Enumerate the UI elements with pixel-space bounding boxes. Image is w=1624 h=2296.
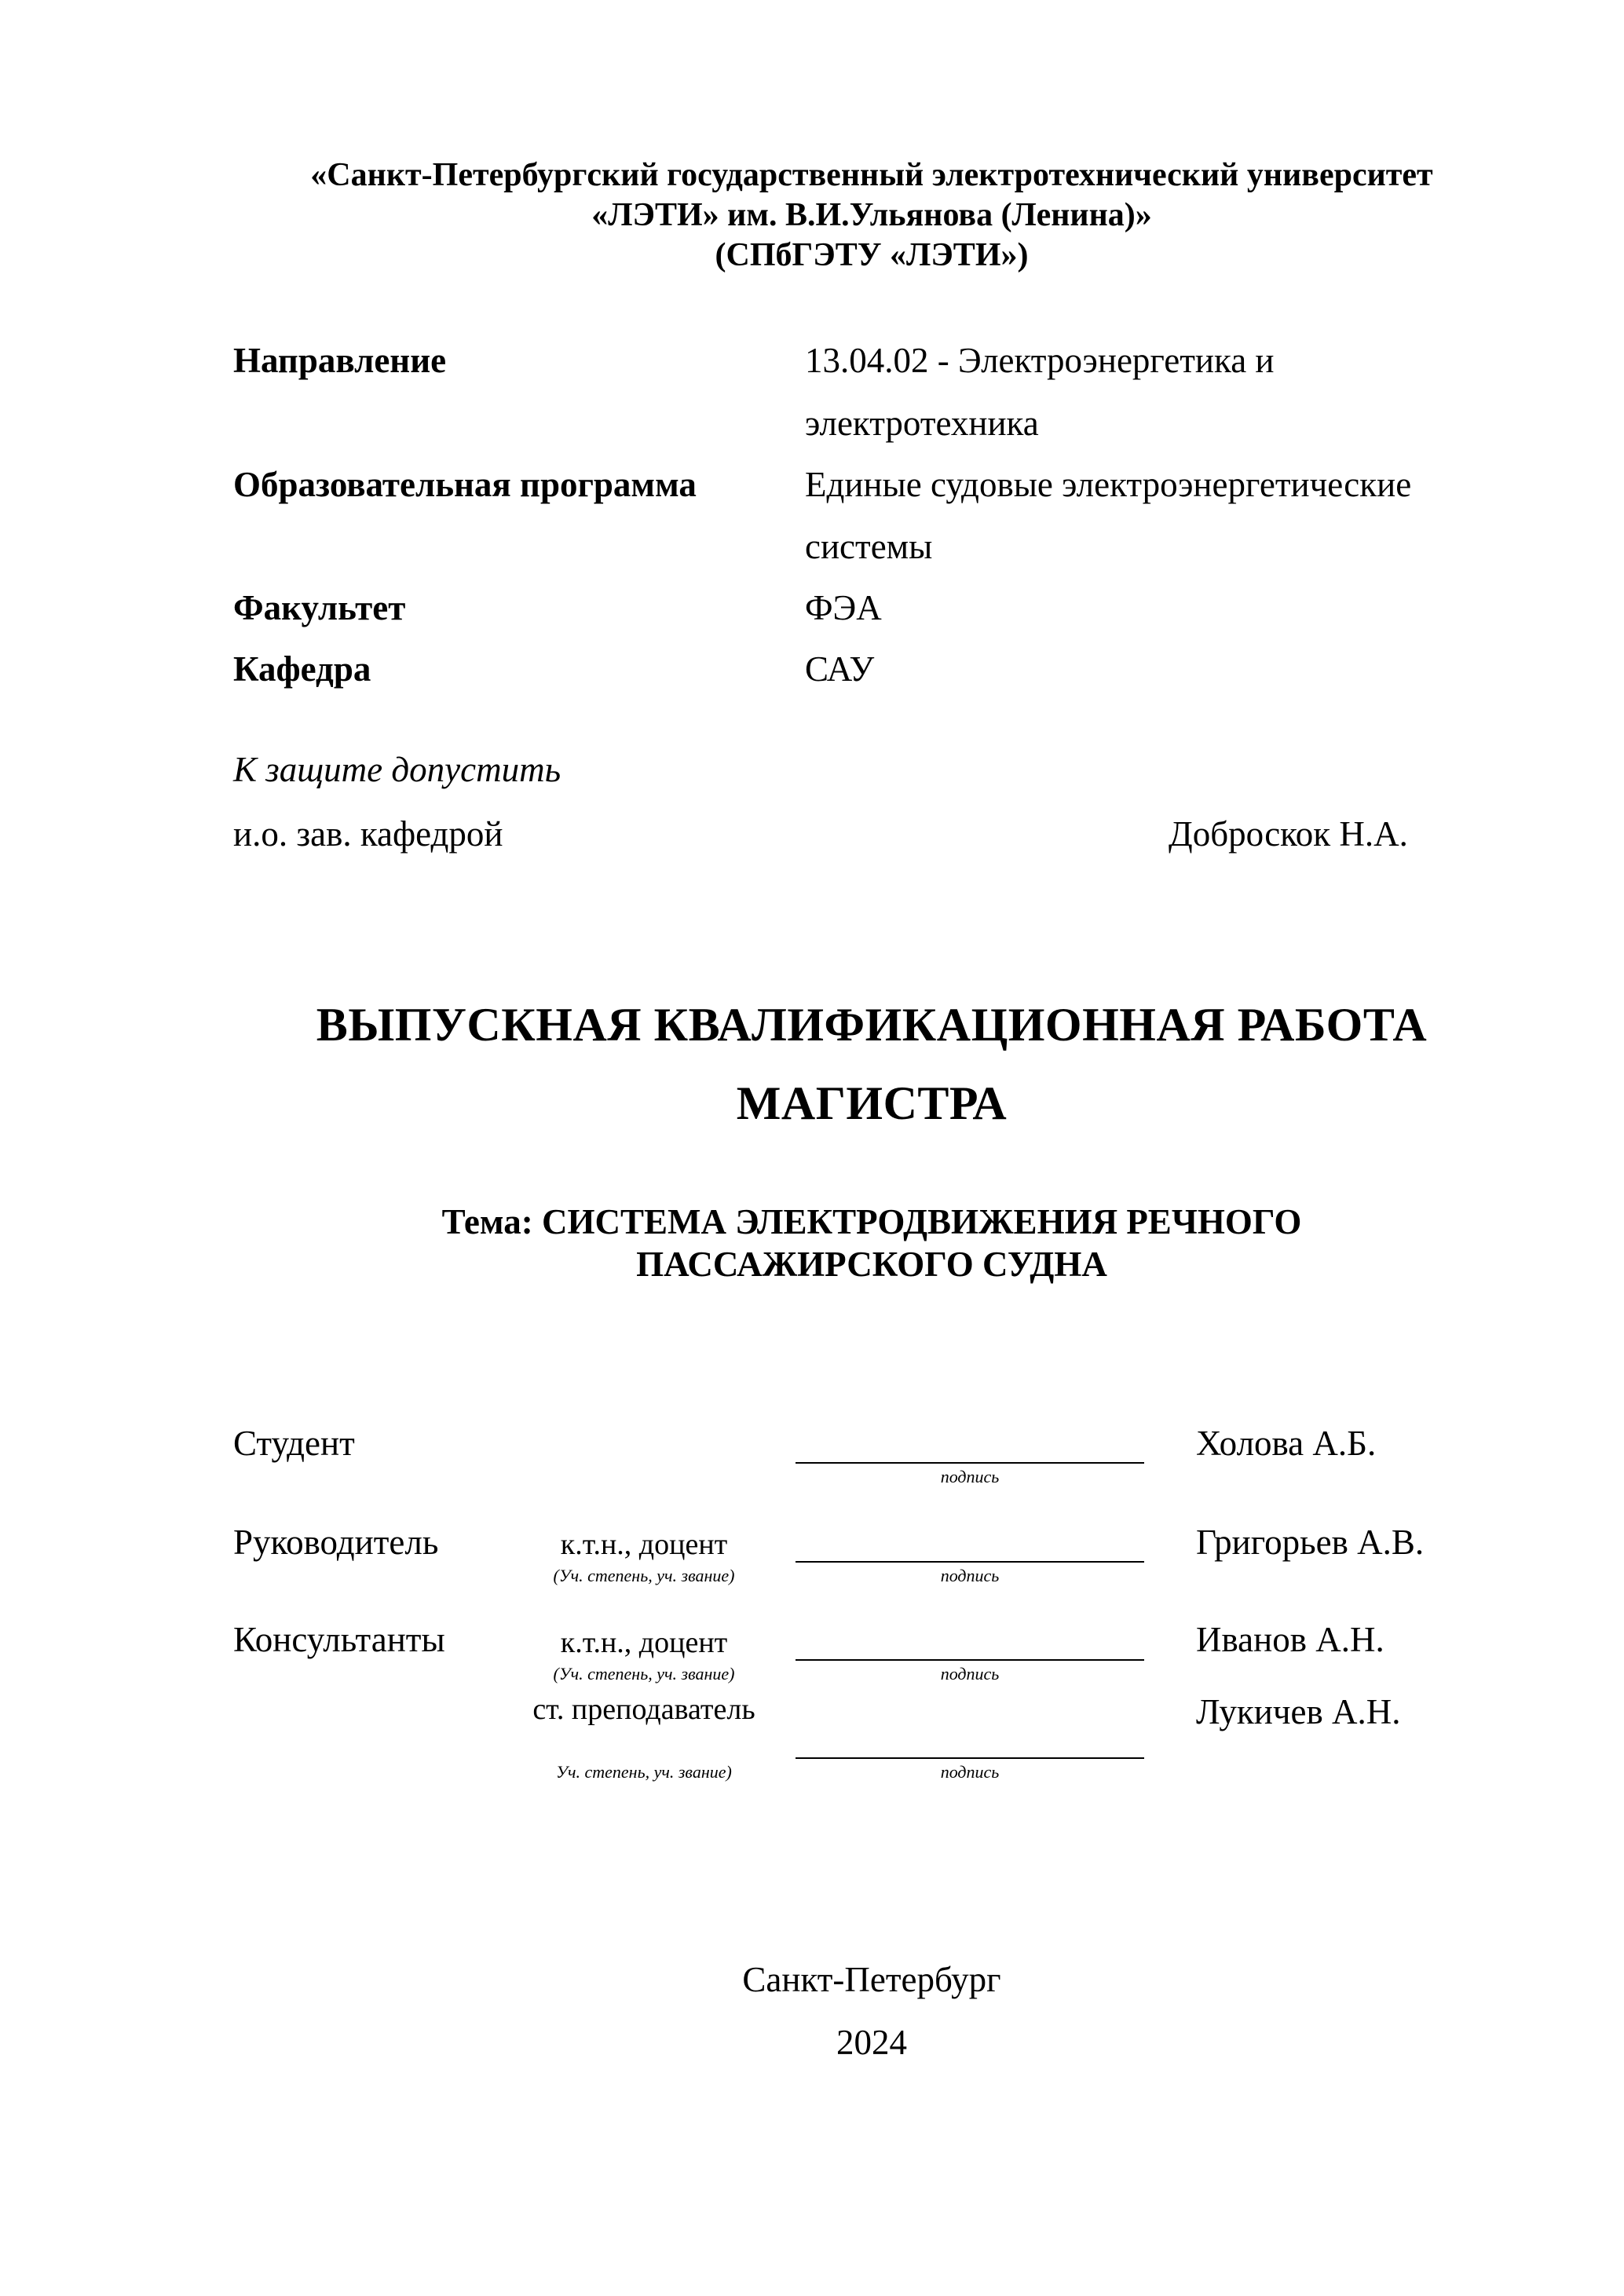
consultant2-degree: ст. преподаватель: [532, 1693, 755, 1726]
consultant1-degree-note: (Уч. степень, уч. звание): [553, 1664, 735, 1684]
work-title-line1: ВЫПУСКНАЯ КВАЛИФИКАЦИОННАЯ РАБОТА: [316, 999, 1428, 1051]
consultant2-signature-note: подпись: [940, 1762, 1000, 1782]
consultant2-signature-line: [796, 1757, 1144, 1759]
university-name-line2: «ЛЭТИ» им. В.И.Ульянова (Ленина)»: [591, 197, 1152, 233]
supervisor-name: Григорьев А.В.: [1196, 1523, 1425, 1562]
university-name-line1: «Санкт-Петербургский государственный электротехнический университет: [310, 157, 1433, 193]
direction-value-line2: электротехника: [805, 404, 1039, 443]
consultant2-degree-note: Уч. степень, уч. звание): [556, 1762, 732, 1782]
faculty-value: ФЭА: [805, 588, 882, 627]
consultant1-signature-note: подпись: [940, 1664, 1000, 1684]
topic-line1: Тема: СИСТЕМА ЭЛЕКТРОДВИЖЕНИЯ РЕЧНОГО: [441, 1202, 1302, 1241]
admit-to-defense: К защите допустить: [233, 750, 561, 789]
program-value-line2: системы: [805, 527, 933, 566]
consultant1-signature-line: [796, 1659, 1144, 1661]
direction-value-line1: 13.04.02 - Электроэнергетика и: [805, 341, 1275, 380]
student-name: Холова А.Б.: [1196, 1424, 1377, 1463]
department-value: САУ: [805, 649, 875, 689]
approver-position: и.о. зав. кафедрой: [233, 814, 503, 854]
student-signature-line: [796, 1462, 1144, 1464]
direction-label: Направление: [233, 341, 447, 380]
university-abbreviation: (СПбГЭТУ «ЛЭТИ»): [715, 237, 1029, 273]
topic-line2: ПАССАЖИРСКОГО СУДНА: [636, 1245, 1107, 1284]
program-label: Образовательная программа: [233, 465, 697, 504]
consultant1-name: Иванов А.Н.: [1196, 1620, 1384, 1659]
city: Санкт-Петербург: [742, 1960, 1001, 1999]
consultant2-name: Лукичев А.Н.: [1196, 1692, 1401, 1731]
student-role: Студент: [233, 1424, 355, 1463]
supervisor-degree-note: (Уч. степень, уч. звание): [553, 1566, 735, 1585]
supervisor-role: Руководитель: [233, 1523, 439, 1562]
supervisor-signature-note: подпись: [940, 1566, 1000, 1585]
university-header: [236, 155, 1508, 276]
approver-name: Доброскок Н.А.: [1169, 814, 1408, 854]
program-value-line1: Единые судовые электроэнергетические: [805, 465, 1412, 504]
work-title-line2: МАГИСТРА: [736, 1077, 1008, 1129]
department-label: Кафедра: [233, 649, 371, 689]
consultants-role: Консультанты: [233, 1620, 445, 1659]
consultant1-degree: к.т.н., доцент: [560, 1626, 728, 1659]
supervisor-signature-line: [796, 1561, 1144, 1563]
supervisor-degree: к.т.н., доцент: [560, 1528, 728, 1561]
student-signature-note: подпись: [940, 1467, 1000, 1486]
year: 2024: [836, 2023, 907, 2062]
faculty-label: Факультет: [233, 588, 406, 627]
